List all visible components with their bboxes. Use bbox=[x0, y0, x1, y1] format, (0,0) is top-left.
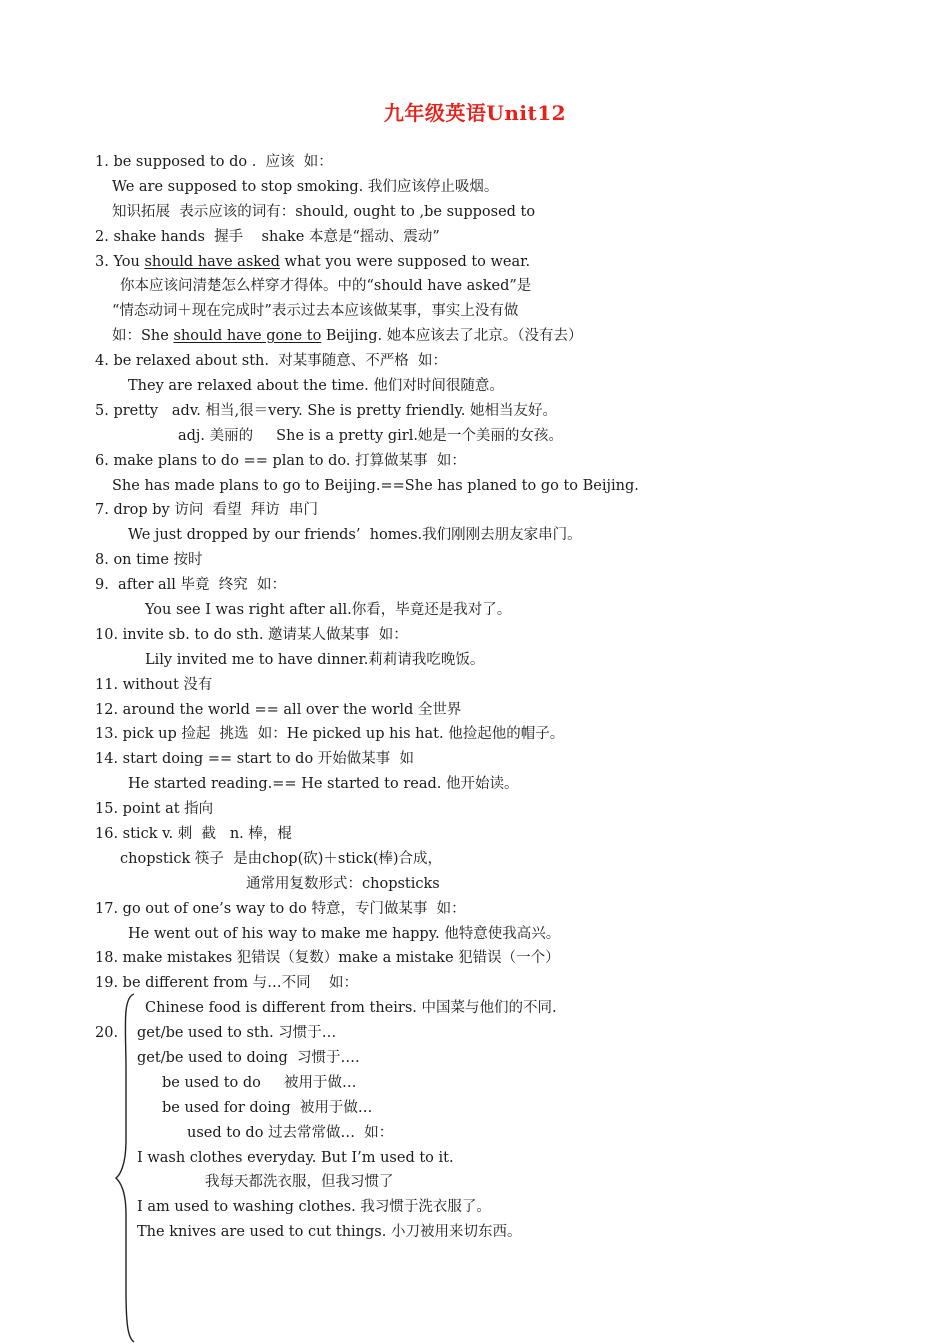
text-run: We are supposed to stop smoking. 我们应该停止吸烟。 bbox=[112, 179, 499, 195]
text-line bbox=[246, 875, 440, 893]
text-line bbox=[128, 925, 560, 943]
text-line bbox=[145, 999, 557, 1017]
text-line bbox=[95, 900, 466, 918]
text-run: 20. bbox=[95, 1025, 119, 1041]
text-line bbox=[95, 676, 212, 694]
text-line bbox=[95, 452, 466, 470]
text-run: 16. stick v. 刺 截 n. 棒，棍 bbox=[95, 826, 292, 842]
text-run: 15. point at 指向 bbox=[95, 801, 214, 817]
text-line bbox=[112, 327, 583, 345]
text-run: 7. drop by 访问 看望 拜访 串门 bbox=[95, 502, 319, 518]
text-run: 14. start doing == start to do 开始做某事 如 bbox=[95, 751, 415, 767]
text-run: 19. be different from 与…不同 如： bbox=[95, 975, 359, 991]
text-run: 13. pick up 捡起 挑选 如：He picked up his hat. 他捡起他的帽子。 bbox=[95, 726, 565, 742]
text-line bbox=[112, 302, 518, 320]
text-line bbox=[137, 1198, 491, 1216]
text-run: Lily invited me to have dinner.莉莉请我吃晚饭。 bbox=[145, 652, 485, 668]
text-line bbox=[95, 750, 414, 768]
text-run: adj. 美丽的 She is a pretty girl.她是一个美丽的女孩。 bbox=[178, 428, 563, 444]
text-run: “情态动词＋现在完成时”表示过去本应该做某事，事实上没有做 bbox=[112, 303, 519, 319]
text-run: 如：She bbox=[112, 328, 174, 344]
text-run: 8. on time 按时 bbox=[95, 552, 203, 568]
text-run: 2. shake hands 握手 shake 本意是“摇动、震动” bbox=[95, 229, 440, 245]
underlined-phrase: should have asked bbox=[144, 254, 280, 270]
text-run: be used to do 被用于做… bbox=[162, 1075, 357, 1091]
text-line bbox=[137, 1223, 521, 1241]
text-line bbox=[95, 701, 461, 719]
text-run: 1. be supposed to do . 应该 如： bbox=[95, 154, 333, 170]
text-run: I am used to washing clothes. 我习惯于洗衣服了。 bbox=[137, 1199, 491, 1215]
text-line bbox=[137, 1149, 454, 1167]
text-run: 我每天都洗衣服，但我习惯了 bbox=[205, 1174, 394, 1190]
text-line bbox=[187, 1124, 393, 1142]
text-line bbox=[95, 800, 213, 818]
text-run: get/be used to doing 习惯于…. bbox=[137, 1050, 360, 1066]
text-line bbox=[112, 203, 535, 221]
text-line bbox=[137, 1024, 336, 1042]
text-run: what you were supposed to wear. bbox=[279, 254, 531, 270]
text-line bbox=[95, 352, 447, 370]
text-line bbox=[112, 477, 639, 495]
text-line bbox=[95, 949, 560, 967]
text-line bbox=[95, 725, 564, 743]
text-run: 你本应该问清楚怎么样穿才得体。中的“should have asked”是 bbox=[120, 278, 532, 294]
text-run: 18. make mistakes 犯错误（复数）make a mistake 犯错误（一个） bbox=[95, 950, 560, 966]
text-line bbox=[95, 576, 286, 594]
text-run: Beijing. 她本应该去了北京。（没有去） bbox=[321, 328, 583, 344]
text-run: 5. pretty adv. 相当,很＝very. She is pretty friendly. 她相当友好。 bbox=[95, 403, 557, 419]
text-line bbox=[95, 551, 203, 569]
text-run: 10. invite sb. to do sth. 邀请某人做某事 如： bbox=[95, 627, 408, 643]
page-title: 九年级英语Unit12 bbox=[383, 101, 567, 125]
text-run: used to do 过去常常做… 如： bbox=[187, 1125, 394, 1141]
text-line bbox=[162, 1074, 356, 1092]
text-line bbox=[120, 277, 531, 295]
text-run: get/be used to sth. 习惯于… bbox=[137, 1025, 337, 1041]
text-run: 11. without 没有 bbox=[95, 677, 213, 693]
text-run: 4. be relaxed about sth. 对某事随意、不严格 如： bbox=[95, 353, 447, 369]
text-line bbox=[128, 775, 519, 793]
curly-brace-icon bbox=[108, 990, 138, 1344]
text-run: be used for doing 被用于做… bbox=[162, 1100, 373, 1116]
text-run: chopstick 筷子 是由chop(砍)＋stick(棒)合成， bbox=[120, 851, 443, 867]
text-line bbox=[178, 427, 563, 445]
text-run: 通常用复数形式：chopsticks bbox=[246, 876, 440, 892]
text-line bbox=[145, 651, 484, 669]
text-run: You see I was right after all.你看，毕竟还是我对了。 bbox=[145, 602, 512, 618]
text-run: 3. You bbox=[95, 254, 145, 270]
text-run: 知识拓展 表示应该的词有：should, ought to ,be supposed to bbox=[112, 204, 536, 220]
text-line bbox=[95, 501, 318, 519]
text-run: He went out of his way to make me happy. 他特意使我高兴。 bbox=[128, 926, 561, 942]
text-run: 9. after all 毕竟 终究 如： bbox=[95, 577, 286, 593]
text-line bbox=[128, 526, 582, 544]
text-run: She has made plans to go to Beijing.==She has planed to go to Beijing. bbox=[112, 478, 639, 494]
text-line bbox=[95, 228, 440, 246]
text-line bbox=[112, 178, 498, 196]
text-line bbox=[145, 601, 511, 619]
text-line bbox=[162, 1099, 372, 1117]
text-run: The knives are used to cut things. 小刀被用来切东西。 bbox=[137, 1224, 522, 1240]
text-line bbox=[137, 1049, 360, 1067]
text-run: I wash clothes everyday. But I’m used to it. bbox=[137, 1150, 454, 1166]
text-line bbox=[95, 402, 557, 420]
text-run: We just dropped by our friends’ homes.我们刚刚去朋友家串门。 bbox=[128, 527, 582, 543]
text-line bbox=[95, 626, 408, 644]
text-line bbox=[95, 253, 530, 271]
text-line bbox=[120, 850, 442, 868]
text-line bbox=[95, 153, 333, 171]
underlined-phrase: should have gone to bbox=[173, 328, 322, 344]
text-run: 6. make plans to do == plan to do. 打算做某事 如： bbox=[95, 453, 466, 469]
text-line bbox=[95, 825, 292, 843]
text-run: 17. go out of one’s way to do 特意，专门做某事 如： bbox=[95, 901, 466, 917]
text-line bbox=[205, 1173, 394, 1191]
text-run: 12. around the world == all over the world 全世界 bbox=[95, 702, 462, 718]
text-run: He started reading.== He started to read. 他开始读。 bbox=[128, 776, 519, 792]
text-run: Chinese food is different from theirs. 中国菜与他们的不同. bbox=[145, 1000, 557, 1016]
text-line bbox=[128, 377, 504, 395]
text-run: They are relaxed about the time. 他们对时间很随意。 bbox=[128, 378, 504, 394]
